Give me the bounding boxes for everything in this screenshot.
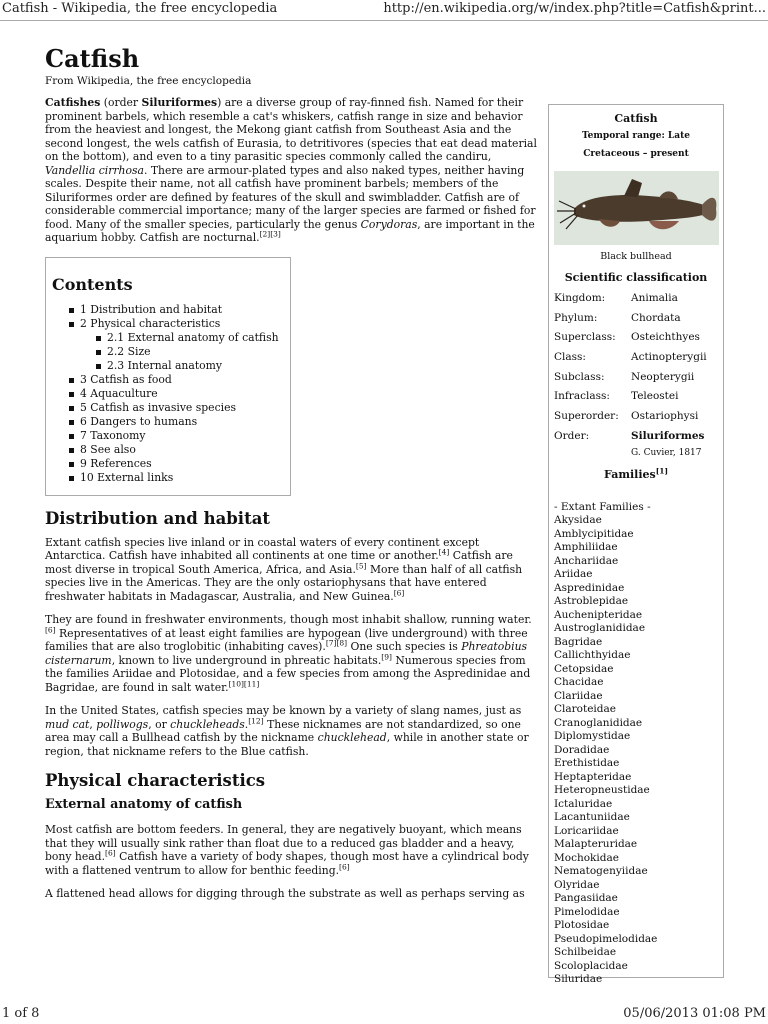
taxon-row: Subclass: Neopterygii — [554, 370, 695, 383]
family-item[interactable]: Cetopsidae — [554, 662, 614, 675]
family-item[interactable]: Doradidae — [554, 743, 610, 756]
reference-link[interactable]: [10][11] — [228, 678, 260, 688]
infobox-title: Catfish — [614, 112, 658, 125]
reference-link[interactable]: [5] — [355, 560, 367, 570]
family-item[interactable]: Scoloplacidae — [554, 959, 628, 972]
distribution-paragraph: They are found in freshwater environments, though most inhabit shallow, running water.[6] Representatives of at least eight families are hypogean (live underground) with three families that are also troglobitic (inhabiting caves).[7][8] One such species is Phreatobius cisternarum, known to live underground in phreatic habitats.[9] Numerous species from the families Ariidae and Plotosidae, and a few species from among the Aspredinidae and Bagridae, are found in salt water.[10][11] — [45, 613, 532, 694]
family-item[interactable]: Loricariidae — [554, 824, 619, 837]
toc-title: Contents — [52, 274, 133, 294]
toc-item[interactable]: 9 References — [68, 457, 290, 471]
reference-link[interactable]: [7][8] — [325, 638, 348, 648]
toc-item[interactable]: 1 Distribution and habitat — [68, 303, 290, 317]
intro-paragraph: Catfishes (order Siluriformes) are a diverse group of ray-finned fish. Named for their prominent barbels, which resemble a cat's whiskers, catfish range in size and behavior from the heaviest and longest, the Mekong giant catfish from Southeast Asia and the second longest, the wels catfish of Eurasia, to detritivores (species that eat dead material on the bottom), and even to a tiny parasitic species commonly called the candiru, Vandellia cirrhosa. There are armour-plated types and also naked types, neither having scales. Despite their name, not all catfish have prominent barbels; members of the Siluriformes order are defined by features of the skull and swimbladder. Catfish are of considerable commercial importance; many of the larger species are farmed or fished for food. Many of the smaller species, particularly the genus Corydoras, are important in the aquarium hobby. Catfish are nocturnal.[2][3] — [45, 96, 537, 244]
reference-link[interactable]: [6] — [45, 624, 56, 634]
section-heading-distribution: Distribution and habitat — [45, 509, 271, 528]
reference-link[interactable]: [2][3] — [259, 229, 281, 239]
article-subtitle: From Wikipedia, the free encyclopedia — [45, 75, 252, 87]
family-item[interactable]: Mochokidae — [554, 851, 619, 864]
toc-item[interactable]: 10 External links — [68, 471, 290, 485]
lead-term: Catfishes — [45, 96, 101, 109]
reference-link[interactable]: [6] — [105, 848, 116, 858]
catfish-illustration — [554, 171, 719, 245]
family-item[interactable]: Austroglanididae — [554, 622, 646, 634]
family-item[interactable]: Erethistidae — [554, 757, 620, 769]
page-title-header: Catfish - Wikipedia, the free encyclopedia — [2, 1, 278, 16]
family-item[interactable]: Cranoglanididae — [554, 716, 643, 729]
family-item[interactable]: Claroteidae — [554, 703, 616, 715]
taxon-authority: G. Cuvier, 1817 — [631, 447, 702, 458]
image-caption: Black bullhead — [600, 251, 672, 262]
family-item[interactable]: Malapteruridae — [554, 838, 638, 850]
family-item[interactable]: Pimelodidae — [554, 905, 620, 918]
toc-list — [52, 303, 290, 485]
families-heading: Families[1] — [603, 465, 669, 481]
family-item[interactable]: Clariidae — [554, 689, 603, 702]
taxon-row: Phylum: Chordata — [554, 311, 681, 324]
family-item[interactable]: Bagridae — [554, 635, 603, 648]
page-number: 1 of 8 — [2, 1006, 40, 1021]
family-item[interactable]: Siluridae — [554, 973, 603, 985]
families-list-header: - Extant Families - — [554, 500, 651, 513]
family-item[interactable]: Heteropneustidae — [554, 784, 650, 796]
print-header — [0, 0, 768, 18]
family-item[interactable]: Chacidae — [554, 676, 604, 688]
family-item[interactable]: Callichthyidae — [554, 649, 631, 661]
family-item[interactable]: Heptapteridae — [554, 770, 632, 783]
catfish-image[interactable] — [554, 171, 719, 245]
families-list — [554, 501, 723, 987]
family-item[interactable]: Amphiliidae — [554, 541, 618, 553]
family-item[interactable]: Pseudopimelodidae — [554, 932, 658, 945]
family-item[interactable]: Pangasiidae — [554, 892, 618, 904]
taxon-row: Superclass: Osteichthyes — [554, 331, 700, 344]
family-item[interactable]: Auchenipteridae — [554, 608, 643, 621]
family-item[interactable]: Olyridae — [554, 878, 600, 891]
order-term: Siluriformes — [141, 96, 218, 109]
section-heading-physical: Physical characteristics — [45, 771, 266, 790]
toc-item[interactable]: 2 Physical characteristics — [68, 317, 290, 331]
physical-paragraph: Most catfish are bottom feeders. In general, they are negatively buoyant, which means that they will usually sink rather than float due to a reduced gas bladder and a heavy, bony head.[6] Catfish have a variety of body shapes, though most have a cylindrical body with a flattened ventrum to allow for benthic feeding.[6] — [45, 823, 529, 877]
taxon-row: Class: Actinopterygii — [554, 351, 707, 364]
toc-item[interactable]: 4 Aquaculture — [68, 387, 290, 401]
family-item[interactable]: Schilbeidae — [554, 946, 617, 958]
family-item[interactable]: Diplomystidae — [554, 730, 631, 742]
family-item[interactable]: Aspredinidae — [554, 581, 625, 594]
article-body — [45, 96, 537, 911]
distribution-paragraph: In the United States, catfish species may be known by a variety of slang names, just as mud cat, polliwogs, or chuckleheads.[12] These nicknames are not standardized, so one area may call a Bullhead catfish by the nickname chucklehead, while in another state or region, that nickname refers to the Blue catfish. — [45, 704, 529, 758]
reference-link[interactable]: [1] — [655, 465, 669, 475]
taxon-row: Order: Siluriformes — [554, 429, 705, 442]
family-item[interactable]: Amblycipitidae — [554, 527, 634, 540]
subsection-heading-external-anatomy: External anatomy of catfish — [45, 796, 243, 812]
toc-item[interactable]: 6 Dangers to humans — [68, 415, 290, 429]
temporal-range: Temporal range: Late Cretaceous – present — [582, 131, 690, 159]
family-item[interactable]: Ictaluridae — [554, 797, 613, 810]
article-title: Catfish — [45, 44, 140, 73]
page-url: http://en.wikipedia.org/w/index.php?title=Catfish&print... — [383, 1, 766, 16]
reference-link[interactable]: [6] — [339, 861, 350, 871]
taxon-row: Superorder: Ostariophysi — [554, 410, 699, 423]
family-item[interactable]: Anchariidae — [554, 554, 619, 567]
toc-item[interactable]: 3 Catfish as food — [68, 373, 290, 387]
family-item[interactable]: Akysidae — [554, 514, 602, 526]
taxon-row: Infraclass: Teleostei — [554, 390, 679, 403]
family-item[interactable]: Plotosidae — [554, 919, 610, 931]
toc-item[interactable]: 2.1 External anatomy of catfish — [95, 331, 290, 345]
reference-link[interactable]: [12] — [248, 715, 264, 725]
taxon-row: Kingdom: Animalia — [554, 292, 678, 304]
print-datetime: 05/06/2013 01:08 PM — [623, 1006, 766, 1021]
toc-item[interactable]: 2.2 Size — [95, 345, 290, 359]
family-item[interactable]: Ariidae — [554, 568, 593, 580]
table-of-contents — [45, 257, 291, 497]
distribution-paragraph: Extant catfish species live inland or in coastal waters of every continent except Antarctica. Catfish have inhabited all continents at one time or another.[4] Catfish are most diverse in tropical South America, Africa, and Asia.[5] More than half of all catfish species live in the Americas. They are the only ostariophysans that have entered freshwater habitats in Madagascar, Australia, and New Guinea.[6] — [45, 535, 523, 603]
toc-item[interactable]: 7 Taxonomy — [68, 429, 290, 443]
header-divider — [0, 20, 768, 21]
family-item[interactable]: Nematogenyiidae — [554, 865, 648, 877]
reference-link[interactable]: [9] — [381, 651, 392, 661]
toc-item[interactable]: 5 Catfish as invasive species — [68, 401, 290, 415]
reference-link[interactable]: [6] — [393, 587, 405, 597]
toc-item[interactable]: 2.3 Internal anatomy — [95, 359, 290, 373]
scientific-classification-heading: Scientific classification — [564, 271, 708, 284]
reference-link[interactable]: [4] — [438, 547, 450, 557]
taxobox — [548, 104, 724, 985]
toc-item[interactable]: 8 See also — [68, 443, 290, 457]
print-footer — [0, 1004, 768, 1024]
family-item[interactable]: Astroblepidae — [554, 595, 629, 607]
family-item[interactable]: Lacantuniidae — [554, 811, 630, 823]
physical-paragraph: A flattened head allows for digging through the substrate as well as perhaps serving as — [45, 887, 525, 900]
